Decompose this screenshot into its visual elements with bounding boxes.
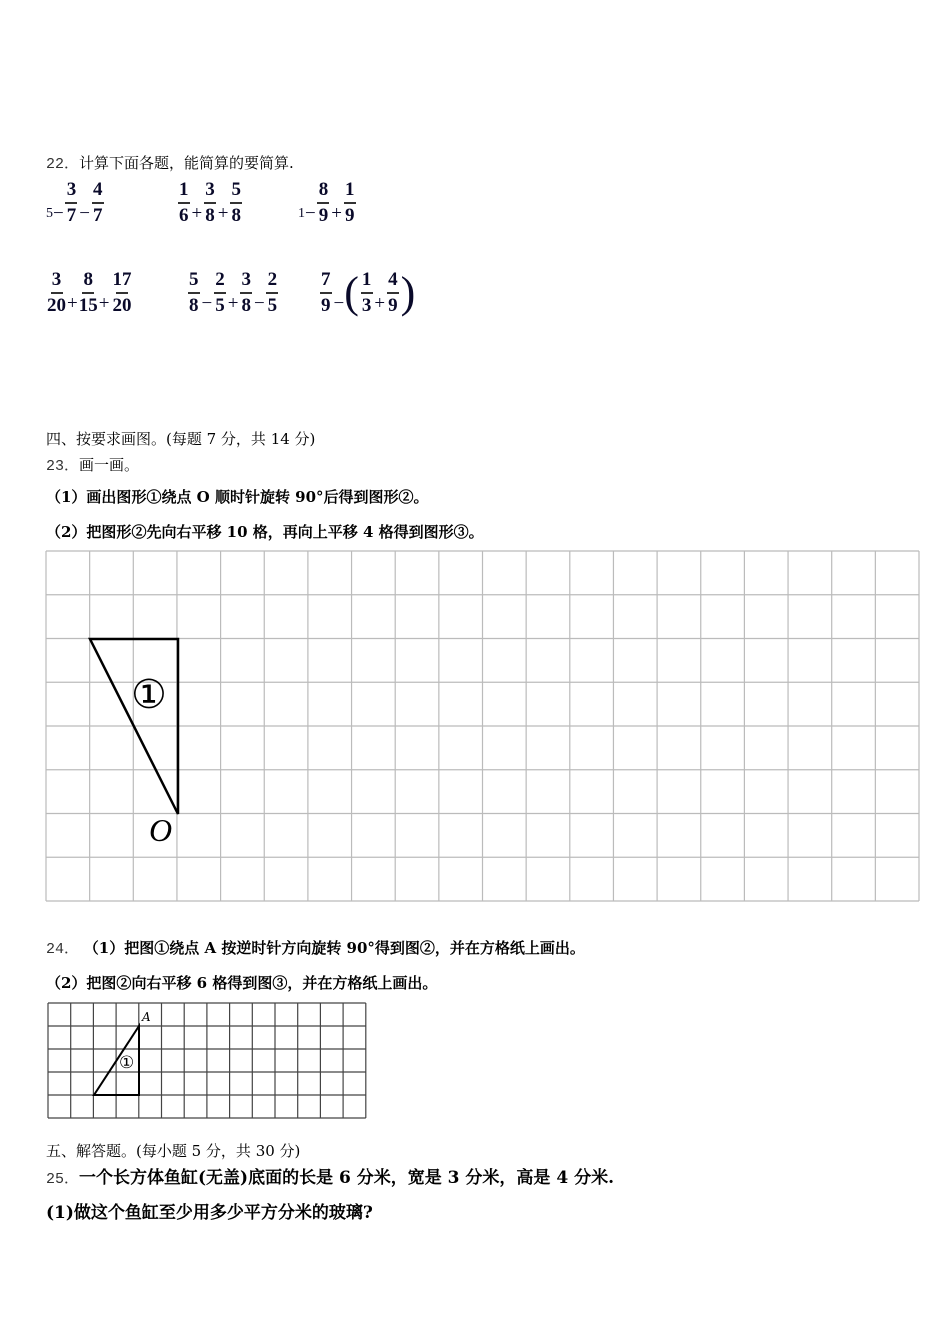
q25-part1: (1)做这个鱼缸至少用多少平方分米的玻璃?: [46, 1203, 373, 1223]
denominator: 5: [215, 294, 225, 316]
point-o-label: O: [149, 812, 173, 848]
question-prompt: 计算下面各题，能简算的要简算.: [79, 154, 294, 172]
operator: −: [79, 202, 90, 224]
numerator: 5: [189, 269, 199, 290]
operator: −: [305, 202, 316, 224]
denominator: 15: [78, 294, 98, 316]
operator: +: [374, 292, 386, 314]
operator: +: [217, 202, 229, 224]
question-prompt: 画一画。: [79, 456, 140, 474]
close-paren: ): [400, 267, 416, 317]
numerator: 1: [344, 179, 355, 200]
denominator: 20: [47, 294, 66, 316]
numerator: 8: [83, 269, 93, 290]
denominator: 6: [179, 204, 189, 226]
q23-part1: （1）画出图形①绕点 O 顺时针旋转 90°后得到图形②。: [46, 488, 429, 506]
numerator: 3: [66, 179, 77, 200]
numerator: 17: [112, 269, 132, 290]
denominator: 8: [189, 294, 199, 316]
operator: +: [67, 292, 78, 314]
numerator: 8: [318, 179, 329, 200]
denominator: 9: [344, 204, 355, 226]
question-25: [46, 1163, 614, 1188]
operator: −: [333, 292, 345, 314]
question-prompt: 一个长方体鱼缸(无盖)底面的长是 6 分米，宽是 3 分米，高是 4 分米.: [79, 1168, 615, 1188]
operator: +: [191, 202, 203, 224]
numerator: 2: [267, 269, 278, 290]
denominator: 5: [267, 294, 278, 316]
q23-part2: （2）把图形②先向右平移 10 格，再向上平移 4 格得到图形③。: [46, 523, 484, 541]
denominator: 8: [231, 204, 241, 226]
question-number: 24．: [46, 941, 80, 958]
operator: +: [98, 292, 110, 314]
open-paren: (: [344, 267, 359, 317]
numerator: 7: [321, 269, 331, 290]
denominator: 9: [321, 294, 331, 316]
numerator: 1: [361, 269, 372, 290]
shape-1-label: ①: [131, 672, 167, 718]
numerator: 5: [231, 179, 241, 200]
numerator: 4: [388, 269, 398, 290]
leading-number: 5: [46, 205, 53, 221]
denominator: 8: [241, 294, 251, 316]
denominator: 3: [361, 294, 372, 316]
section-5-title: 五、解答题。(每小题 5 分，共 30 分): [46, 1142, 301, 1160]
denominator: 7: [66, 204, 77, 226]
question-number: 25．: [46, 1171, 80, 1188]
point-a-label: A: [142, 1010, 151, 1024]
numerator: 2: [215, 269, 225, 290]
denominator: 9: [318, 204, 329, 226]
question-number: 22．: [46, 156, 80, 173]
section-4-title: 四、按要求画图。(每题 7 分，共 14 分): [46, 430, 316, 448]
denominator: 20: [112, 294, 132, 316]
leading-number: 1: [298, 205, 305, 221]
denominator: 8: [205, 204, 215, 226]
denominator: 7: [92, 204, 103, 226]
numerator: 3: [51, 269, 62, 290]
numerator: 4: [92, 179, 103, 200]
operator: +: [331, 202, 342, 224]
operator: −: [201, 292, 213, 314]
question-number: 23．: [46, 458, 80, 475]
numerator: 3: [205, 179, 215, 200]
question-prompt: （1）把图①绕点 A 按逆时针方向旋转 90°得到图②，并在方格纸上画出。: [83, 939, 585, 957]
operator: −: [253, 292, 265, 314]
operator: +: [227, 292, 239, 314]
numerator: 3: [241, 269, 251, 290]
shape-1-label: ①: [119, 1053, 135, 1073]
numerator: 1: [179, 179, 189, 200]
q24-part2: （2）把图②向右平移 6 格得到图③，并在方格纸上画出。: [46, 974, 438, 992]
operator: −: [53, 202, 64, 224]
denominator: 9: [388, 294, 398, 316]
